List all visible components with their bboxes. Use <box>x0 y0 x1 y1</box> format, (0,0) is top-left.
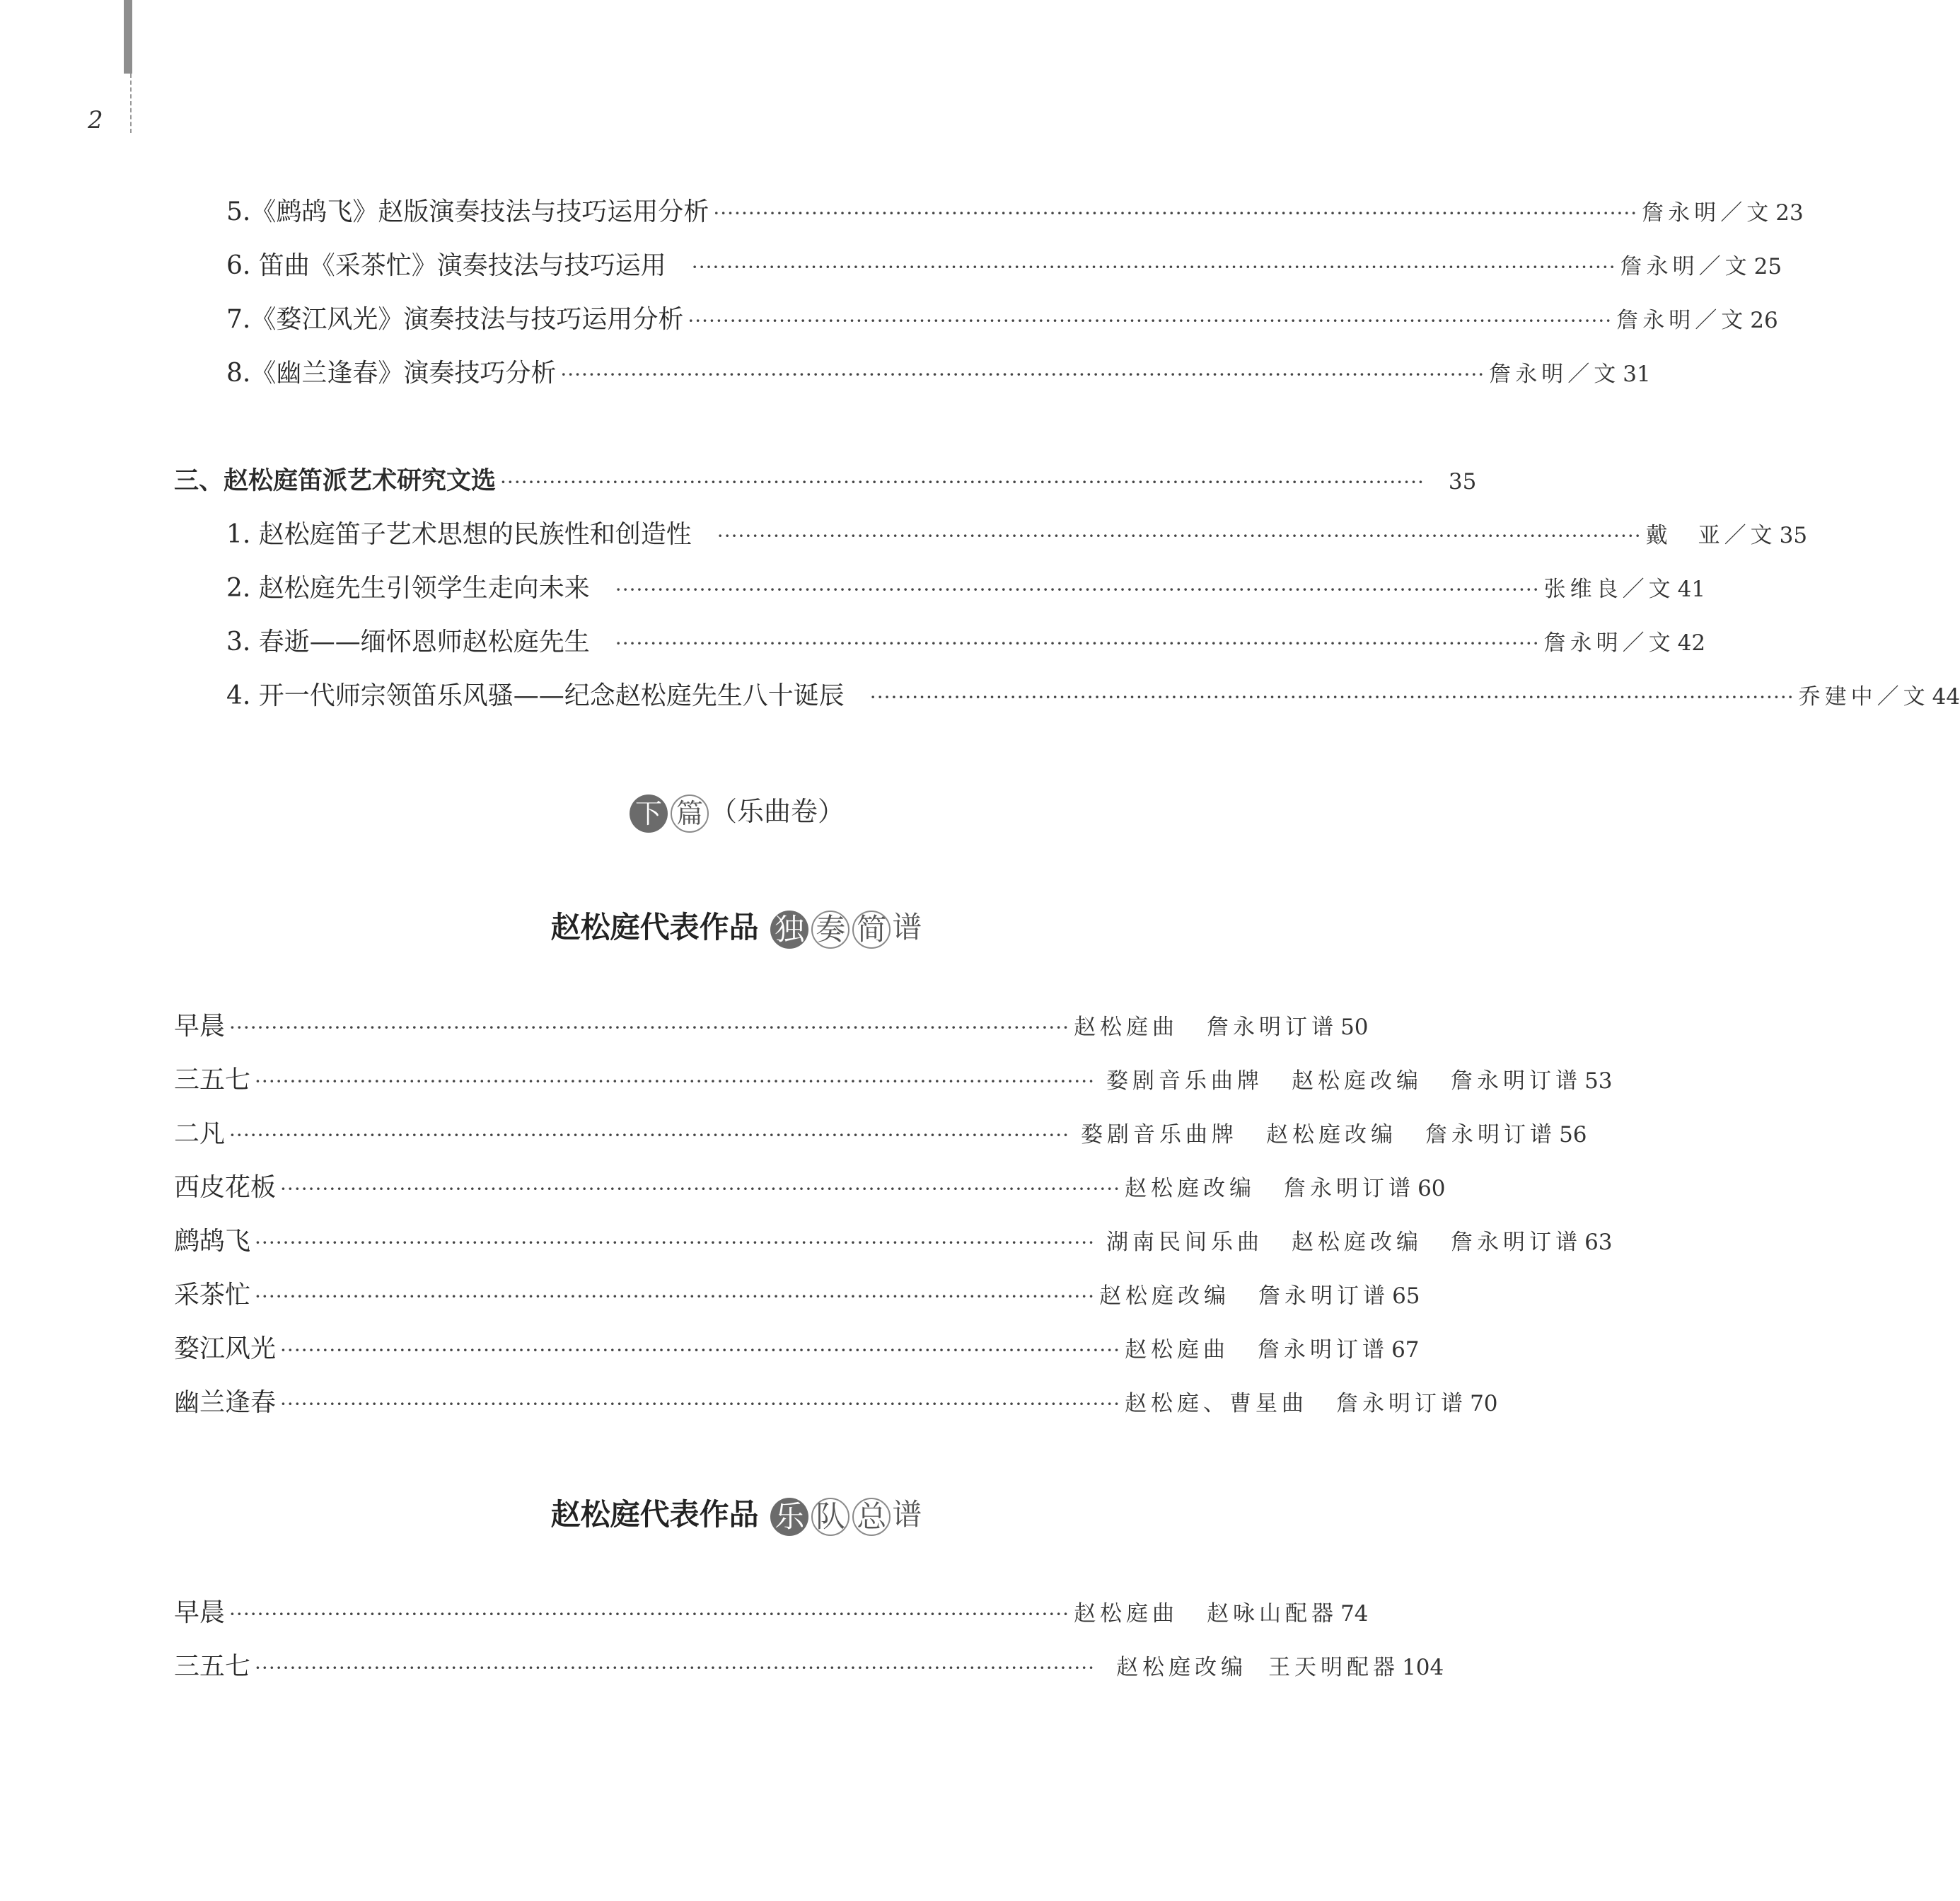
toc-entry-author: 詹永明／文 <box>1543 630 1675 656</box>
score-entry <box>174 1063 1613 1099</box>
score-page: 60 <box>1417 1176 1446 1201</box>
score-title: 三五七 <box>174 1065 251 1094</box>
score-source: 湖南民间乐曲 <box>1106 1230 1264 1255</box>
score-page: 70 <box>1470 1391 1498 1416</box>
toc-entry-page: 35 <box>1779 523 1808 548</box>
score-page: 74 <box>1340 1601 1369 1626</box>
toc-entry <box>226 195 1804 231</box>
toc-entry-author: 詹永明／文 <box>1616 308 1748 333</box>
score-editor: 赵咏山配器 <box>1207 1601 1338 1626</box>
toc-entry-author: 詹永明／文 <box>1620 254 1751 279</box>
score-source: 婺剧音乐曲牌 <box>1081 1122 1239 1148</box>
score-editor: 詹永明订谱 <box>1258 1337 1389 1363</box>
score-editor: 詹永明订谱 <box>1284 1176 1415 1201</box>
leader-dots: ························································································································ <box>229 1016 1070 1039</box>
toc-entry-author: 乔建中／文 <box>1798 684 1930 710</box>
toc-entry-page: 44 <box>1932 684 1960 710</box>
leader-dots: ························································································································ <box>280 1392 1121 1416</box>
score-title: 鹧鸪飞 <box>174 1227 251 1256</box>
circled-char: 下 <box>630 795 668 833</box>
circled-char: 篇 <box>671 795 709 833</box>
score-editor: 詹永明订谱 <box>1258 1283 1390 1309</box>
part-heading-text: （乐曲卷） <box>709 796 845 827</box>
toc-entry-title: 2. 赵松庭先生引领学生走向未来 <box>226 574 590 603</box>
score-composer: 赵松庭、曹星曲 <box>1125 1391 1309 1416</box>
score-page: 67 <box>1391 1337 1420 1363</box>
score-entry <box>174 1278 1420 1314</box>
band-scores-heading <box>0 1491 1473 1536</box>
toc-entry <box>226 357 1651 392</box>
score-entry <box>174 1332 1420 1368</box>
score-page: 104 <box>1402 1655 1444 1680</box>
score-title: 西皮花板 <box>174 1173 277 1202</box>
leader-dots: ···································································································································· <box>500 470 1425 494</box>
score-composer: 赵松庭改编 <box>1266 1122 1398 1148</box>
score-composer: 赵松庭改编 <box>1125 1176 1256 1201</box>
score-editor: 詹永明订谱 <box>1336 1391 1468 1416</box>
toc-entry-page: 26 <box>1750 308 1778 333</box>
section-page: 35 <box>1448 469 1477 495</box>
toc-entry-page: 25 <box>1753 254 1782 279</box>
toc-entry <box>226 303 1778 338</box>
score-entry <box>174 1650 1444 1685</box>
score-page: 53 <box>1584 1068 1613 1094</box>
toc-entry-title: 7.《婺江风光》演奏技法与技巧运用分析 <box>226 305 684 334</box>
page-edge-bar <box>124 0 132 74</box>
score-composer: 赵松庭曲 <box>1074 1601 1179 1626</box>
leader-dots: ···································································································································· <box>615 578 1540 601</box>
score-composer: 赵松庭曲 <box>1125 1337 1230 1363</box>
toc-entry <box>226 572 1706 607</box>
score-page: 50 <box>1340 1015 1369 1040</box>
score-entry <box>174 1171 1446 1206</box>
toc-entry <box>226 679 1960 715</box>
leader-dots: ···································································································································· <box>688 309 1613 333</box>
circled-char: 乐 <box>770 1498 808 1536</box>
circled-char: 独 <box>770 911 808 949</box>
score-source: 婺剧音乐曲牌 <box>1106 1068 1264 1094</box>
score-title: 采茶忙 <box>174 1281 251 1310</box>
leader-dots: ························································································································ <box>255 1231 1096 1254</box>
page-number: 2 <box>88 106 103 134</box>
leader-dots: ························································································································ <box>255 1285 1096 1308</box>
score-title: 婺江风光 <box>174 1334 277 1363</box>
leader-dots: ···································································································································· <box>615 632 1540 655</box>
score-editor: 詹永明订谱 <box>1207 1015 1338 1040</box>
score-entry <box>174 1117 1587 1152</box>
toc-entry-title: 5.《鹧鸪飞》赵版演奏技法与技巧运用分析 <box>226 197 709 226</box>
toc-entry-title: 8.《幽兰逢春》演奏技巧分析 <box>226 359 557 388</box>
leader-dots: ···································································································································· <box>713 202 1638 225</box>
circled-char: 总 <box>852 1498 891 1536</box>
score-composer: 赵松庭改编 <box>1292 1068 1423 1094</box>
heading-suffix: 谱 <box>892 1497 922 1532</box>
score-entry <box>174 1596 1369 1631</box>
score-editor: 王天明配器 <box>1268 1655 1400 1680</box>
leader-dots: ························································································································ <box>280 1177 1121 1201</box>
score-page: 65 <box>1392 1283 1420 1309</box>
score-composer: 赵松庭改编 <box>1116 1655 1248 1680</box>
leader-dots: ························································································································ <box>255 1070 1096 1093</box>
score-title: 二凡 <box>174 1119 226 1148</box>
leader-dots: ························································································································ <box>229 1602 1070 1626</box>
toc-entry-title: 6. 笛曲《采茶忙》演奏技法与技巧运用 <box>226 251 666 280</box>
section-title: 三、赵松庭笛派艺术研究文选 <box>174 467 497 495</box>
leader-dots: ························································································································ <box>229 1123 1070 1147</box>
heading-prefix: 赵松庭代表作品 <box>550 910 759 944</box>
toc-entry-page: 41 <box>1677 577 1706 602</box>
circled-char: 队 <box>811 1498 849 1536</box>
part-heading <box>0 790 1473 833</box>
leader-dots: ························································································································ <box>280 1339 1121 1362</box>
score-page: 56 <box>1559 1122 1587 1148</box>
leader-dots: ···································································································································· <box>869 686 1794 709</box>
score-title: 三五七 <box>174 1652 251 1681</box>
score-page: 63 <box>1584 1230 1613 1255</box>
score-composer: 赵松庭改编 <box>1292 1230 1423 1255</box>
toc-entry-author: 戴 亚／文 <box>1645 523 1777 548</box>
toc-entry-page: 42 <box>1677 630 1706 656</box>
solo-scores-heading <box>0 904 1473 949</box>
score-editor: 詹永明订谱 <box>1425 1122 1557 1148</box>
page-edge-dashes <box>130 74 132 133</box>
toc-entry-title: 4. 开一代师宗领笛乐风骚——纪念赵松庭先生八十诞辰 <box>226 681 845 710</box>
heading-prefix: 赵松庭代表作品 <box>550 1497 759 1532</box>
toc-entry <box>226 518 1808 553</box>
score-entry <box>174 1225 1613 1260</box>
toc-entry-title: 3. 春逝——缅怀恩师赵松庭先生 <box>226 628 590 657</box>
score-editor: 詹永明订谱 <box>1451 1068 1582 1094</box>
circled-char: 奏 <box>811 911 849 949</box>
leader-dots: ···································································································································· <box>717 524 1642 548</box>
circled-char: 简 <box>852 911 891 949</box>
toc-entry <box>226 249 1782 284</box>
toc-entry-author: 詹永明／文 <box>1489 362 1620 387</box>
score-entry <box>174 1010 1369 1045</box>
toc-entry-title: 1. 赵松庭笛子艺术思想的民族性和创造性 <box>226 520 692 549</box>
score-title: 幽兰逢春 <box>174 1388 277 1417</box>
leader-dots: ···································································································································· <box>560 363 1485 386</box>
score-composer: 赵松庭改编 <box>1099 1283 1231 1309</box>
score-title: 早晨 <box>174 1012 226 1041</box>
score-entry <box>174 1386 1498 1421</box>
score-editor: 詹永明订谱 <box>1451 1230 1582 1255</box>
heading-suffix: 谱 <box>892 910 922 944</box>
leader-dots: ························································································································ <box>255 1656 1096 1680</box>
toc-entry-page: 23 <box>1775 200 1804 226</box>
score-title: 早晨 <box>174 1598 226 1627</box>
toc-entry-author: 詹永明／文 <box>1642 200 1773 226</box>
toc-entry-author: 张维良／文 <box>1543 577 1675 602</box>
toc-entry-page: 31 <box>1623 362 1651 387</box>
score-composer: 赵松庭曲 <box>1074 1015 1179 1040</box>
leader-dots: ···································································································································· <box>691 255 1616 279</box>
toc-entry <box>226 625 1706 661</box>
section-heading <box>174 464 1477 499</box>
